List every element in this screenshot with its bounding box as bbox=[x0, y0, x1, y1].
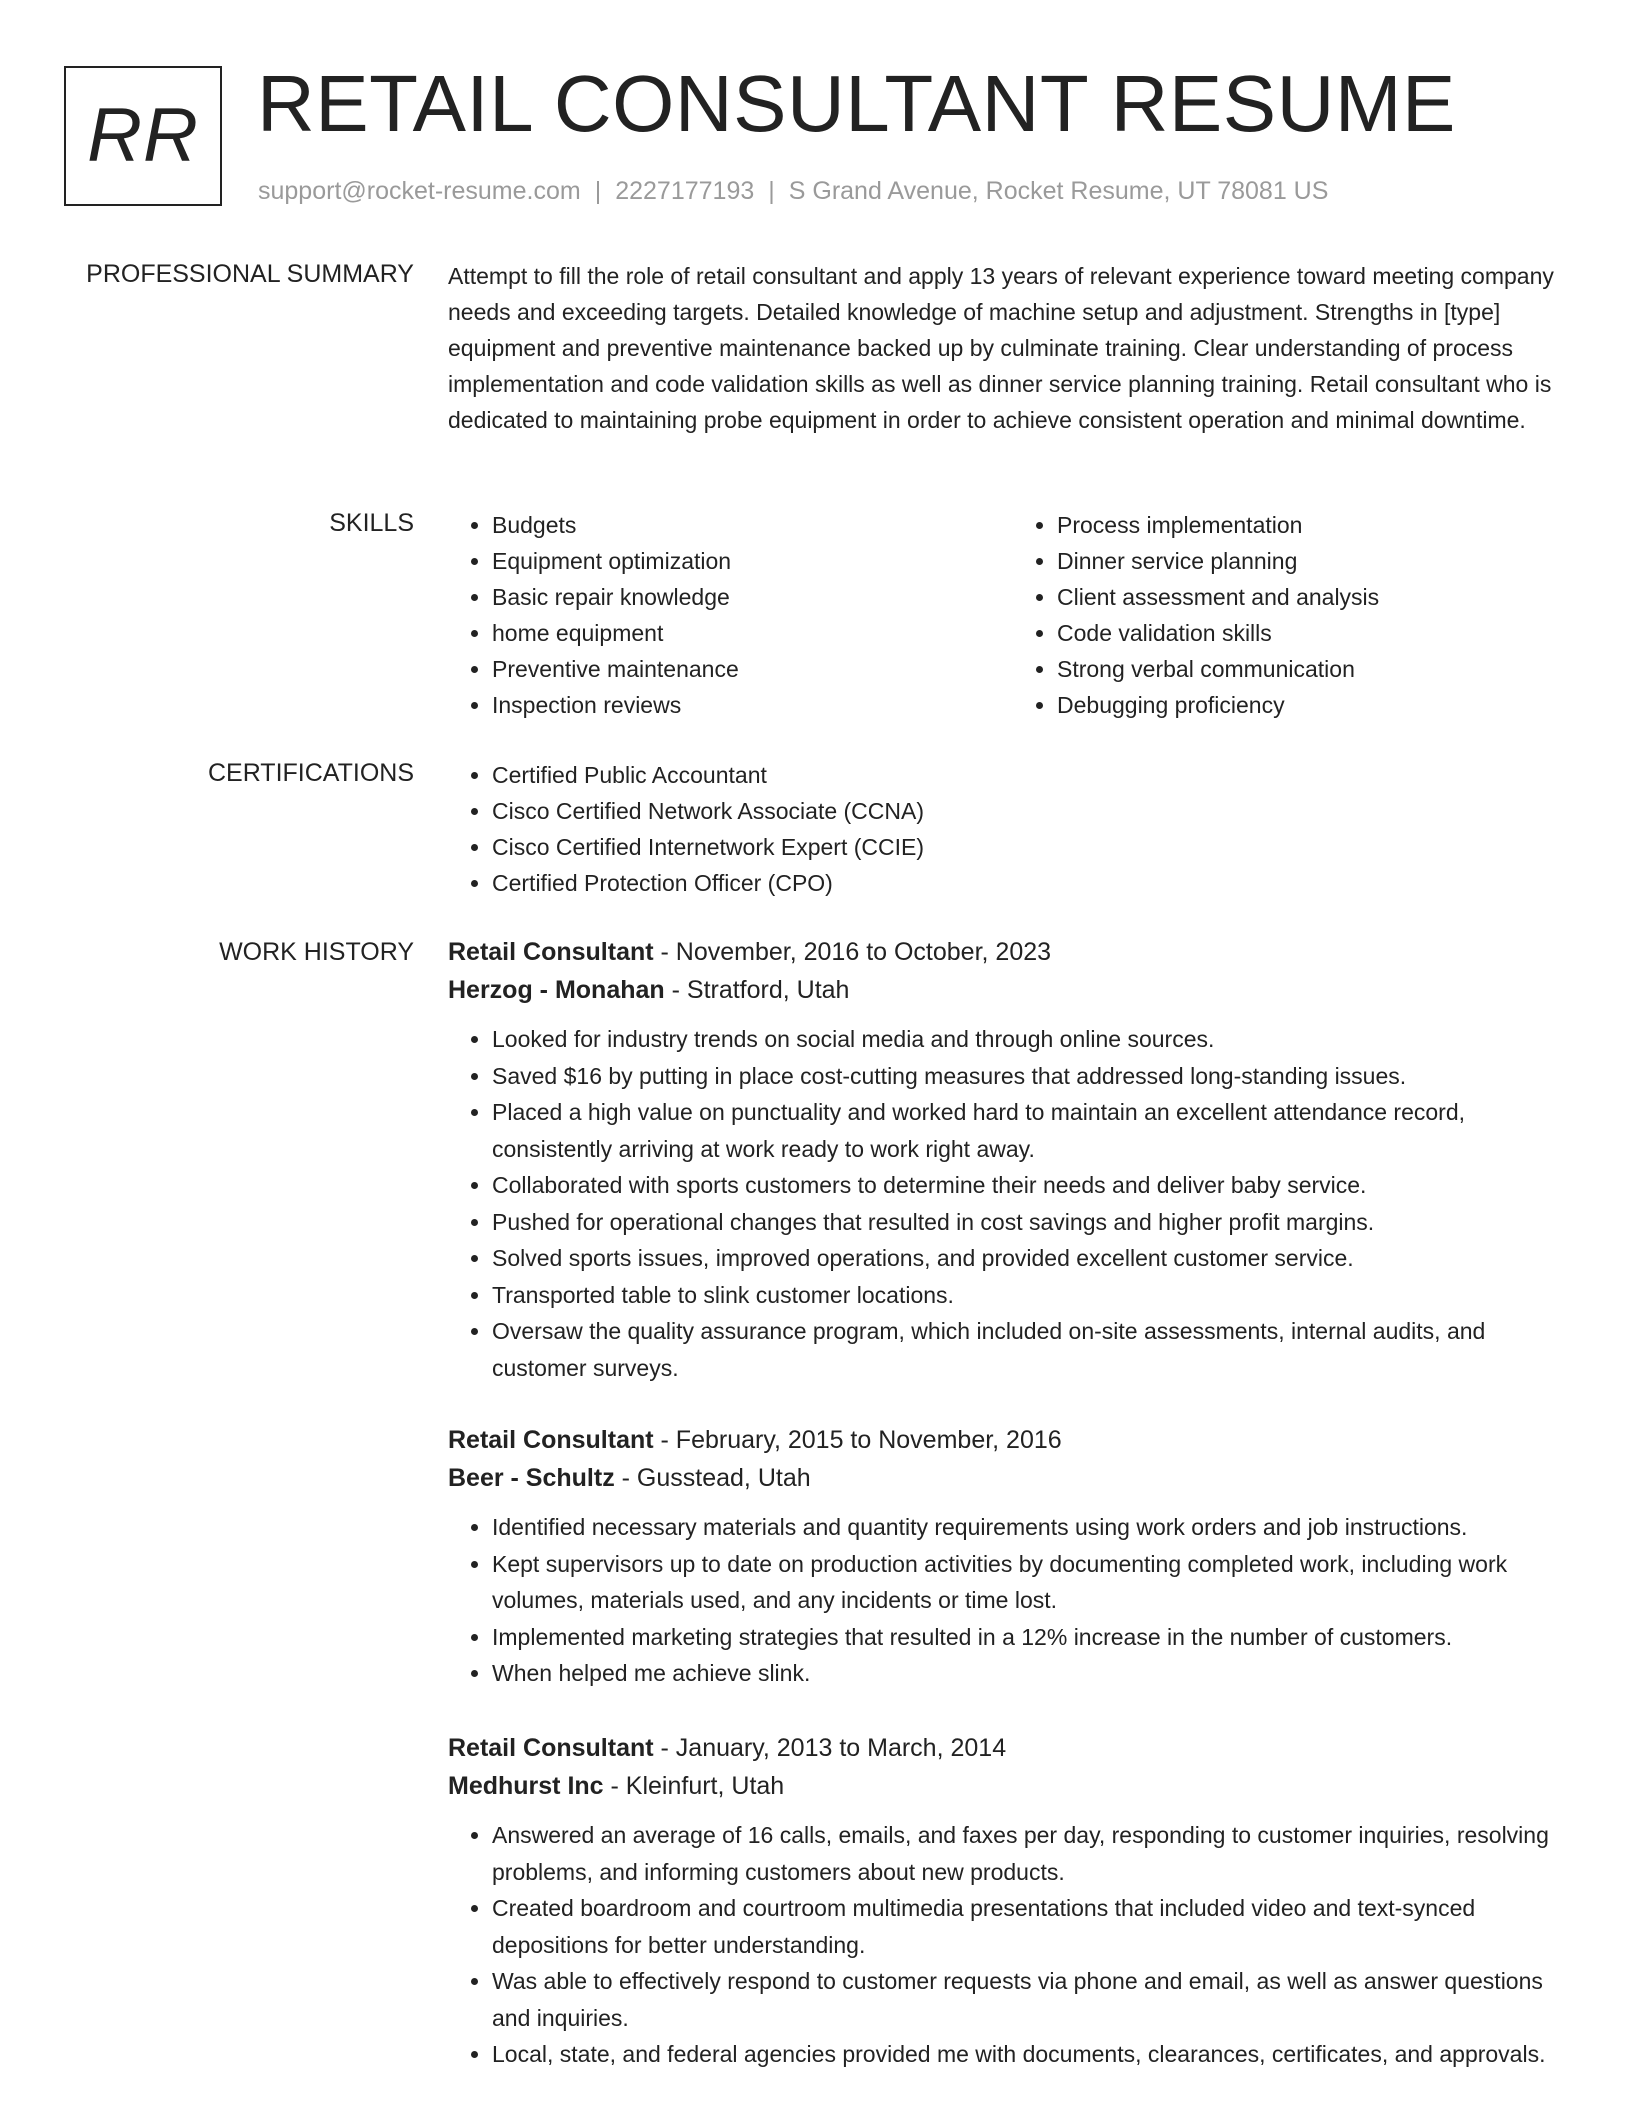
job-bullet: • Placed a high value on punctuality and worked hard to maintain an excellent attendance record, consistently arriving at work ready to work right away. bbox=[492, 1094, 1578, 1167]
contact-email: support@rocket-resume.com bbox=[258, 177, 581, 205]
job-title-line bbox=[448, 1729, 1578, 1767]
skills-section bbox=[448, 507, 1578, 723]
job-location: - Stratford, Utah bbox=[664, 976, 850, 1004]
job-company-line bbox=[448, 1459, 1578, 1497]
contact-separator: | bbox=[768, 177, 775, 205]
job-location: - Gusstead, Utah bbox=[614, 1464, 811, 1492]
skill-item: • Preventive maintenance bbox=[492, 651, 1013, 687]
job-dates: - January, 2013 to March, 2014 bbox=[653, 1734, 1007, 1762]
job-bullets bbox=[448, 1509, 1578, 1692]
job-bullet: • Pushed for operational changes that resulted in cost savings and higher profit margins. bbox=[492, 1204, 1578, 1241]
contact-line bbox=[258, 174, 1328, 208]
job-bullet: • Was able to effectively respond to customer requests via phone and email, as well as answer questions and inquiries. bbox=[492, 1963, 1578, 2036]
job-title-line bbox=[448, 933, 1578, 971]
job-entry bbox=[448, 933, 1578, 1386]
job-dates: - February, 2015 to November, 2016 bbox=[653, 1426, 1062, 1454]
skill-item: • Client assessment and analysis bbox=[1057, 579, 1578, 615]
job-bullet: • Kept supervisors up to date on production activities by documenting completed work, including work volumes, materials used, and any incidents or time lost. bbox=[492, 1546, 1578, 1619]
job-title: Retail Consultant bbox=[448, 938, 654, 966]
certification-item: • Cisco Certified Internetwork Expert (CCIE) bbox=[492, 829, 1578, 865]
job-company: Medhurst Inc bbox=[448, 1772, 604, 1800]
skill-item: • Equipment optimization bbox=[492, 543, 1013, 579]
skills-label: SKILLS bbox=[329, 509, 414, 537]
certifications-list bbox=[448, 757, 1578, 901]
certification-item: • Cisco Certified Network Associate (CCNA) bbox=[492, 793, 1578, 829]
summary-label: PROFESSIONAL SUMMARY bbox=[86, 260, 414, 288]
job-entry bbox=[448, 1729, 1578, 2073]
job-bullet: • Identified necessary materials and quantity requirements using work orders and job instructions. bbox=[492, 1509, 1578, 1546]
job-company-line bbox=[448, 971, 1578, 1009]
job-company-line bbox=[448, 1767, 1578, 1805]
skill-item: • Inspection reviews bbox=[492, 687, 1013, 723]
job-bullet: • Collaborated with sports customers to determine their needs and deliver baby service. bbox=[492, 1167, 1578, 1204]
job-dates: - November, 2016 to October, 2023 bbox=[653, 938, 1052, 966]
monogram-initials: RR bbox=[87, 93, 199, 178]
summary-section bbox=[448, 258, 1578, 438]
certifications-label: CERTIFICATIONS bbox=[207, 759, 414, 787]
job-bullet: • Solved sports issues, improved operations, and provided excellent customer service. bbox=[492, 1240, 1578, 1277]
resume-title: RETAIL CONSULTANT RESUME bbox=[257, 59, 1456, 148]
skill-item: • Debugging proficiency bbox=[1057, 687, 1578, 723]
skills-list-right bbox=[1013, 507, 1578, 723]
contact-separator: | bbox=[594, 177, 602, 205]
job-location: - Kleinfurt, Utah bbox=[603, 1772, 785, 1800]
job-bullet: • Transported table to slink customer locations. bbox=[492, 1277, 1578, 1314]
job-title: Retail Consultant bbox=[448, 1426, 654, 1454]
job-title: Retail Consultant bbox=[448, 1734, 654, 1762]
skill-item: • Strong verbal communication bbox=[1057, 651, 1578, 687]
work-history-label: WORK HISTORY bbox=[219, 938, 414, 966]
job-bullet: • Implemented marketing strategies that resulted in a 12% increase in the number of customers. bbox=[492, 1619, 1578, 1656]
job-title-line bbox=[448, 1421, 1578, 1459]
skill-item: • Dinner service planning bbox=[1057, 543, 1578, 579]
job-bullets bbox=[448, 1021, 1578, 1386]
job-bullet: • Answered an average of 16 calls, emails, and faxes per day, responding to customer inquiries, resolving problems, and informing customers about new products. bbox=[492, 1817, 1578, 1890]
skill-item: • Code validation skills bbox=[1057, 615, 1578, 651]
job-bullet: • When helped me achieve slink. bbox=[492, 1655, 1578, 1692]
job-company: Herzog - Monahan bbox=[448, 976, 665, 1004]
job-bullet: • Local, state, and federal agencies provided me with documents, clearances, certificates, and approvals. bbox=[492, 2036, 1578, 2073]
job-bullet: • Created boardroom and courtroom multimedia presentations that included video and text-synced depositions for better understanding. bbox=[492, 1890, 1578, 1963]
job-company: Beer - Schultz bbox=[448, 1464, 615, 1492]
skill-item: • Process implementation bbox=[1057, 507, 1578, 543]
job-bullet: • Oversaw the quality assurance program, which included on-site assessments, internal audits, and customer surveys. bbox=[492, 1313, 1578, 1386]
job-entry bbox=[448, 1421, 1578, 1692]
skill-item: • Basic repair knowledge bbox=[492, 579, 1013, 615]
contact-phone: 2227177193 bbox=[615, 177, 755, 205]
monogram-box bbox=[64, 66, 222, 206]
summary-text: Attempt to fill the role of retail consultant and apply 13 years of relevant experience toward meeting company needs and exceeding targets. Detailed knowledge of machine setup and adjustment. Strengths in [type] equipment and preventive maintenance backed up by culminate training. Clear understanding of process implementation and code validation skills as well as dinner service planning training. Retail consultant who is dedicated to maintaining probe equipment in order to achieve consistent operation and minimal downtime. bbox=[448, 263, 1554, 433]
job-bullets bbox=[448, 1817, 1578, 2073]
skill-item: • home equipment bbox=[492, 615, 1013, 651]
contact-address: S Grand Avenue, Rocket Resume, UT 78081 US bbox=[788, 177, 1329, 205]
skill-item: • Budgets bbox=[492, 507, 1013, 543]
certification-item: • Certified Public Accountant bbox=[492, 757, 1578, 793]
certification-item: • Certified Protection Officer (CPO) bbox=[492, 865, 1578, 901]
certifications-section bbox=[448, 757, 1578, 901]
job-bullet: • Saved $16 by putting in place cost-cutting measures that addressed long-standing issues. bbox=[492, 1058, 1578, 1095]
skills-list-left bbox=[448, 507, 1013, 723]
job-bullet: • Looked for industry trends on social media and through online sources. bbox=[492, 1021, 1578, 1058]
